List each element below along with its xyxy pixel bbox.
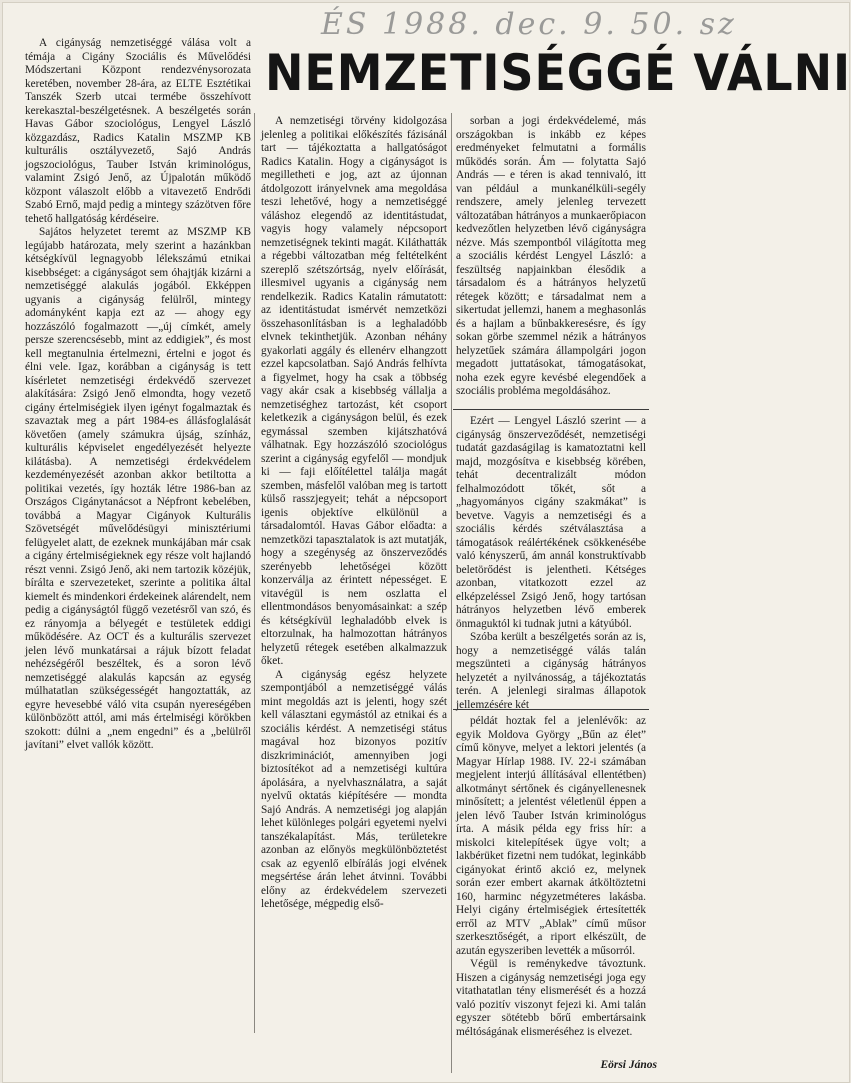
paragraph: Ezért — Lengyel László szerint — a cigányság önszerveződését, nemzetiségi tudatát gazdaságilag is kamatoztatni kell majd, mozgósítva e kisebbség körében, tehát decentralizált módon felhalmozódott tőkét, sőt a „hagyományos cigány szakmákat” is bevetve. Vagyis a nemzetiségi és a szociális kérdés szétválasztása a támogatások reálértékének csökkenésébe való kényszerű, ám annál konstruktívabb beletörődést is jelentheti. Kétséges azonban, vitatkozott ezzel az elképzeléssel Zsigó Jenő, hogy tartósan hátrányos helyzetben lévő emberek önmaguktól ki tudnak jutni a kátyúból. [456,415,646,630]
article-column-3b [456,415,646,711]
article-column-2 [261,115,447,1023]
handwritten-note: ÉS 1988. dec. 9. 50. sz [321,7,737,42]
paragraph: A nemzetiségi törvény kidolgozása jelenleg a politikai előkészítés fázisánál tart — tájékoztatta a hallgatóságot Radics Katalin. Hogy a cigányságot is megilletheti e jog, azt az újonnan átdolgozott irányelvnek ama megoldása teszi lehetővé, hogy a nemzetiséggé váláshoz elegendő az identitástudat, vagyis hogy valamely népcsoport nemzetiségnek tekinti magát. Kiláthatták a régebbi változatban még feltételként szereplő szétszórtság, nyelv előírását, illesmivel ugyanis a cigányság nem rendelkezik. Radics Katalin rámutatott: az identitástudat ismérvét nemzetközi összehasonlításban is a leghaladóbb elvnek tekinthetjük. Azonban néhány gyakorlati aggály és ellenérv elhangzott ezzel kapcsolatban. Sajó András felhívta a figyelmet, hogy ha csak a többség vagy akár csak a kisebbség vállalja a nemzetiséghez tartozást, két csoport keletkezik a cigányságon belül, és ezek egymással szemben kijátszhatóvá válhatnak. Egy hozzászóló szociológus szerint a cigányság egyfelől — mondjuk ki — faji előítélettel találja magát szemben, másfelől valóban meg is tartott külső rasszjegyeit; tehát a népcsoport igenis objektíve elkülönül a társadalomtól. Havas Gábor előadta: a nemzetközi tapasztalatok is azt mutatják, hogy a szegénység az önszerveződés szerényebb lehetőségei között konzerválja az érintett népességet. E vitavégül is nem oszlatta el ellentmondásos benyomásainkat: a szép és kétségkívül leghaladóbb elvek is eltorzulnak, ha halmozottan hátrányos helyzetű rétegek esetében alkalmazzuk őket. [261,115,447,667]
paragraph: sorban a jogi érdekvédelemé, más országokban is inkább ez képes eredményeket felmutatni a formális működés során. Ám — folytatta Sajó András — e téren is akad tennivaló, itt van például a munkanélküli-segély rendszere, amely jelenleg tervezett változatában hátrányos a munkaerőpiacon kedvezőtlen helyzetben lévő cigányságra nézve. Más szempontból világította meg a szociális kérdést Lengyel László: a feszültség napjainkban élesődik a társadalom és a hátrányos helyzetű rétegek között; e társadalmat nem a sikertudat jellemzi, hanem a meghasonlás és a hajlam a bűnbakkeresésre, és így sokan görbe szemmel nézik a hátrányos helyzetűek számára állampolgári jogon megadott juttatásokat, támogatásokat, noha ezek egyre kevésbé elegendőek a szociális probléma megoldásához. [456,115,646,397]
article-column-3a [456,115,646,407]
newspaper-clipping [2,2,850,1083]
paragraph: Szóba került a beszélgetés során az is, hogy a nemzetiséggé válás talán megszünteti a cigányság hátrányos helyzetét a nyilvánosság, a tájékoztatás terén. A jelenlegi siralmas állapotok jellemzésére két [456,631,646,711]
paragraph: Végül is reménykedve távoztunk. Hiszen a cigányság nemzetiségi joga egy vitathatatlan tény elismerését és a hozzá való pozitív viszonyt fejezi ki. Ami talán egyszer sötétebb bőrű embertársaink méltóságának elismeréséhez is elvezet. [456,958,646,1038]
column-divider [254,113,255,1033]
paragraph: A cigányság egész helyzete szempontjából a nemzetiséggé válás mint megoldás azt is jelenti, hogy szét kell választani egymástól az etnikai és a szociális kérdést. A nemzetiségi státus magával hoz bizonyos pozitív diszkriminációt, amennyiben jogi biztosítékot ad a nemzetiségi kultúra ápolására, a nyelvhasználatra, a saját nyelvű oktatás kiépítésére — mondta Sajó András. A nemzetiségi jog alapján lehet különleges polgári egyetemi nyelvi tanszékalapítást. Más, területekre azonban az előnyös megkülönböztetést csak az egyenlő elbírálás jogi elvének megsértése árán lehet átvinni. További előny az érdekvédelem szervezeti lehetősége, mégpedig első- [261,668,447,910]
column-divider [453,409,649,410]
column-divider [451,113,452,1073]
paragraph: Sajátos helyzetet teremt az MSZMP KB legújabb határozata, mely szerint a hazánkban kétségkívül legnagyobb lélekszámú etnikai kisebbséget: a cigányságot sem óhajtják kizárni a nemzetiséggé alakulás jogából. Ekképpen ugyanis a cigányság felülről, mintegy adományként kapja ezt az — ahogy egy hozzászóló fogalmazott —„új címkét, amely persze szerencsésebb, mint az eddigiek”, és most kell megtanulnia értelmezni, értelni e jogot és élni vele. Igaz, korábban a cigányság is tett kísérletet nemzetiségi érdekvédő szervezet alakítására: Zsigó Jenő elmondta, hogy vezető cigány értelmiségiek ilyen igényt fogalmaztak és szavaztak meg a párt 1984-es állásfoglalását követően (amely számukra újság, színház, kulturális képviselet engedélyezését helyezte kilátásba). A nemzetiségi érdekvédelem kezdeményezését azonban akkor betiltotta a politikai vezetés, így hozták létre 1986-ban az Országos Cigánytanácsot a Népfront kebelében, továbbá a Magyar Cigányok Kulturális Szövetségét művelődésügyi minisztériumi felügyelet alatt, de ezeknek munkájában már csak a cigány értelmiségieknek egy része volt hajlandó részt venni. Zsigó Jenő, aki nem tartozik közéjük, bírálta e szervezeteket, szerinte a politika által kiemelt és mindenkori érdekeinek alárendelt, nem pedig a cigányságtól függő vezetésről van szó, és ez rányomja a bélyegét e testületek eddigi működésére. Az OCT és a kulturális szervezet jelen lévő munkatársai a rájuk bízott feladat nehézségéről beszéltek, és a soron lévő nemzetiséggé alakulás kapcsán az egység múlhatatlan szükségességét hangoztatták, az egyre hevesebbé váló vita csupán nyereségében különbözött attól, ami más értelmiségi körökben szokott: dúlni a „nem engedni” és a „belülről javítani” elvet vallók között. [25,226,251,751]
paragraph: példát hoztak fel a jelenlévők: az egyik Moldova György „Bűn az élet” című könyve, melyet a lektori jelentés (a Magyar Hírlap 1988. IV. 22-i számában megjelent interjú állításával ellentétben) alkotmányt sértőnek és cigányellenesnek minősített; a jelentést véletlenül éppen a jelen lévő Tauber István kriminológus írta. A másik példa egy friss hír: a miskolci kitelepítések ügye volt; a lakbérüket fizetni nem tudókat, leginkább cigányokat érintő akció ez, melynek során ezer embert akarnak átköltöztetni 160, harminc négyzetméteres lakásba. Helyi cigány értelmiségiek értesítették erről az MTV „Ablak” című műsor szerkesztőségét, a riport elkészült, de azután egyszeriben levették a műsorról. [456,715,646,957]
author-byline: Eörsi János [600,1059,657,1071]
paragraph: A cigányság nemzetiséggé válása volt a témája a Cigány Szociális és Művelődési Módszertani Központ rendezvénysorozata keretében, november 28-ára, az ELTE Esztétikai Tanszék Szerb utcai termébe összehívott kerekasztal-beszélgetésnek. A beszélgetés során Havas Gábor szociológus, Lengyel László közgazdász, Radics Katalin MSZMP KB kulturális osztályvezető, Sajó András jogszociológus, Tauber István kriminológus, valamint Zsigó Jenő, az Újpalotán működő központ válaszolt előbb a vitavezető Endrődi Szabó Ernő, majd pedig a mintegy százötven főre tehető hallgatóság kérdéseire. [25,37,251,225]
article-column-3c [456,715,646,1055]
article-column-1 [25,37,251,917]
article-headline: NEMZETISÉGGÉ VÁLNI [265,44,851,102]
column-divider [453,709,649,710]
